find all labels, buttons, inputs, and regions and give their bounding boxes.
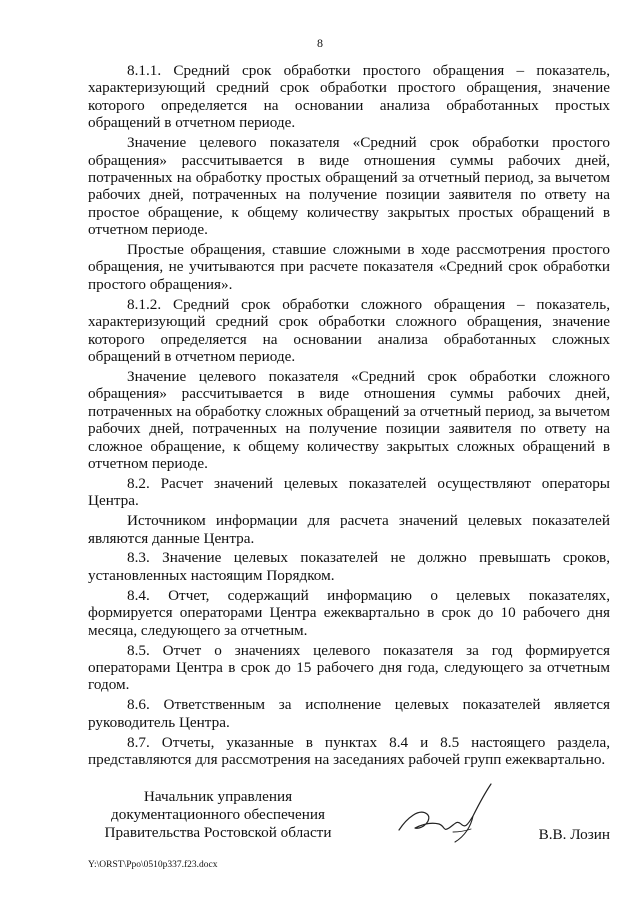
signatory-title (88, 788, 348, 842)
paragraph-information-source: Источником информации для расчета значений целевых показателей являются данные Центра. (88, 512, 610, 547)
paragraph-8-4: 8.4. Отчет, содержащий информацию о целевых показателях, формируется операторами Центра ежеквартально в срок до 10 рабочего дня месяца, следующего за отчетным. (88, 586, 610, 639)
paragraph-8-1-2: 8.1.2. Средний срок обработки сложного обращения – показатель, характеризующий средний срок обработки сложного обращения, значение которого определяется на основании анализа обработанных сложных обращений в отчетном периоде. (88, 295, 610, 365)
document-body (88, 62, 610, 771)
signatory-title-line: Правительства Ростовской области (104, 824, 332, 841)
paragraph-8-7: 8.7. Отчеты, указанные в пунктах 8.4 и 8.5 настоящего раздела, представляются для рассмотрения на заседаниях рабочей групп ежеквартально. (88, 733, 610, 768)
paragraph-simple-exclusion: Простые обращения, ставшие сложными в ходе рассмотрения простого обращения, не учитываются при расчете показателя «Средний срок обработки простого обращения». (88, 241, 610, 293)
paragraph-8-5: 8.5. Отчет о значениях целевого показателя за год формируется операторами Центра в срок до 15 рабочего дня года, следующего за отчетным годом. (88, 641, 610, 694)
paragraph-complex-calculation: Значение целевого показателя «Средний срок обработки сложного обращения» рассчитывается в виде отношения суммы рабочих дней, потраченных на обработку сложных обращений за отчетный период, за вычетом рабочих дней, потраченных на получение позиции заявителя по ответу на сложное обращение, к общему количеству закрытых сложных обращений в отчетном периоде. (88, 367, 610, 472)
handwritten-signature (393, 778, 503, 848)
signatory-title-line: документационного обеспечения (111, 806, 325, 823)
paragraph-8-6: 8.6. Ответственным за исполнение целевых показателей является руководитель Центра. (88, 696, 610, 731)
paragraph-8-1-1: 8.1.1. Средний срок обработки простого обращения – показатель, характеризующий средний срок обработки простого обращения, значение которого определяется на основании анализа обработанных простых обращений в отчетном периоде. (88, 62, 610, 132)
paragraph-simple-calculation: Значение целевого показателя «Средний срок обработки простого обращения» рассчитывается в виде отношения суммы рабочих дней, потраченных на обработку простых обращений за отчетный период, за вычетом рабочих дней, потраченных на получение позиции заявителя по ответу на простое обращение, к общему количеству закрытых простых обращений в отчетном периоде. (88, 134, 610, 239)
paragraph-8-2: 8.2. Расчет значений целевых показателей осуществляют операторы Центра. (88, 474, 610, 510)
file-path: Y:\ORST\Ppo\0510p337.f23.docx (88, 860, 218, 870)
page-number: 8 (317, 36, 323, 50)
signature-block (88, 788, 610, 848)
signatory-name: В.В. Лозин (538, 826, 610, 843)
signatory-title-line: Начальник управления (143, 788, 293, 805)
paragraph-8-3: 8.3. Значение целевых показателей не должно превышать сроков, установленных настоящим Порядком. (88, 549, 610, 584)
